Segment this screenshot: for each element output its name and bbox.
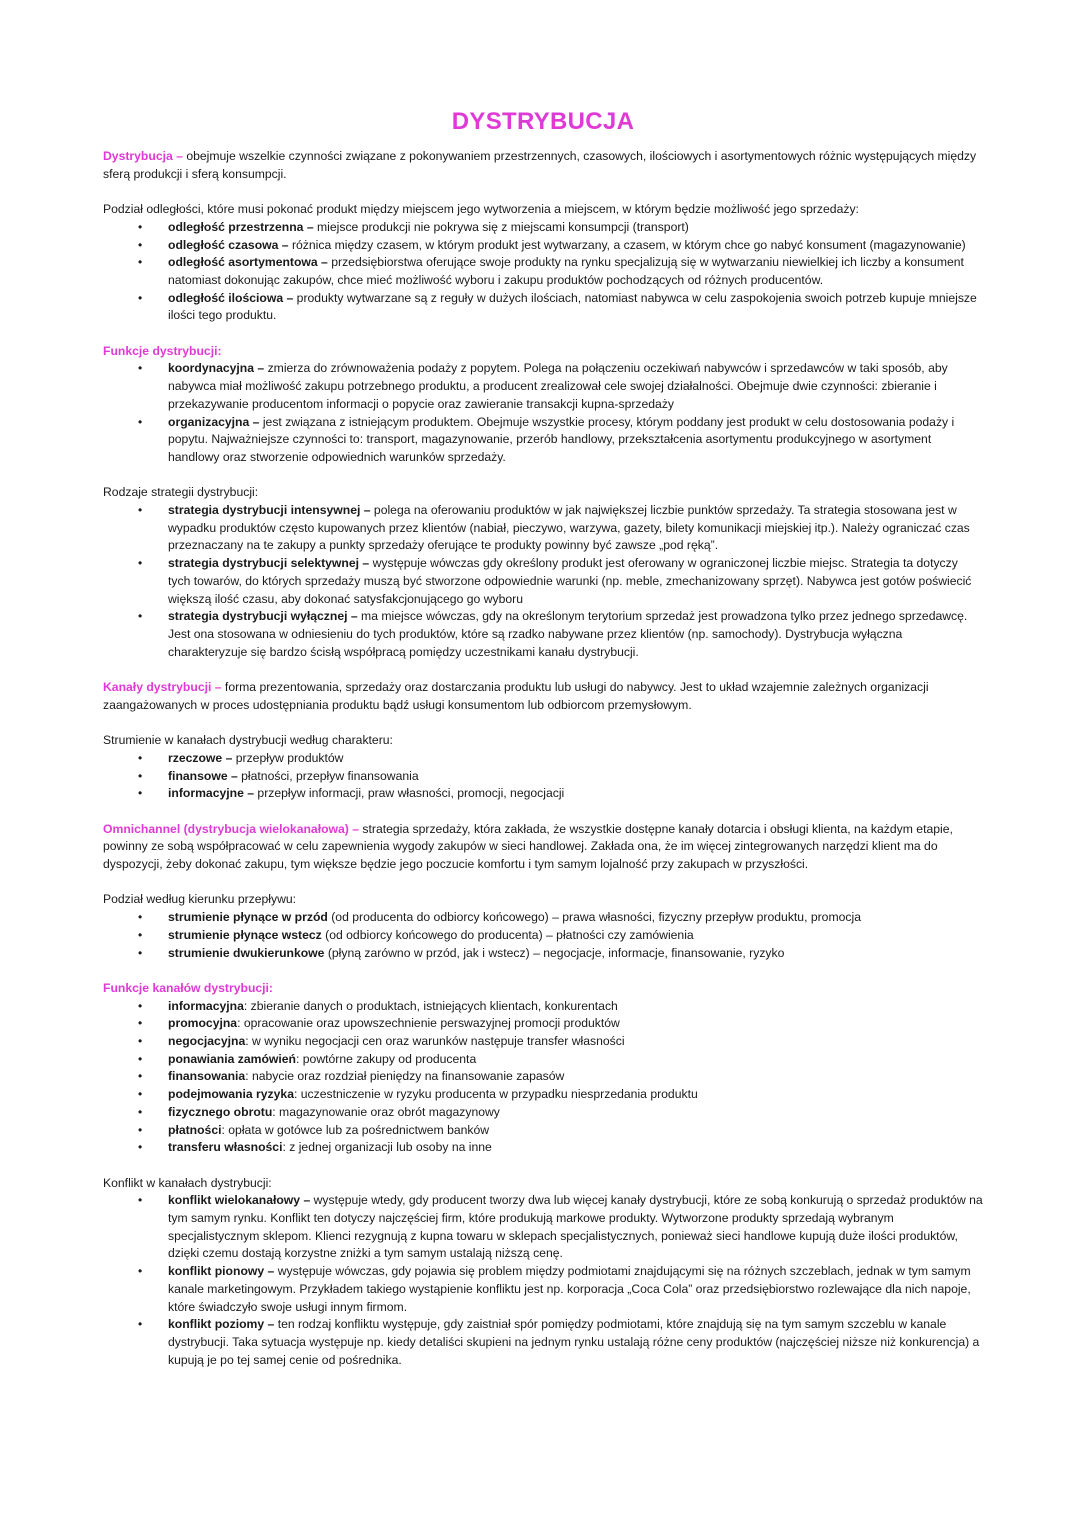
item-text: miejsce produkcji nie pokrywa się z miejscami konsumpcji (transport) — [313, 219, 689, 234]
definition-text: forma prezentowania, sprzedaży oraz dostarczania produktu lub usługi do nabywcy. Jest to układ wzajemnie zależnych organizacji zaangażowanych w proces udostępniania produktu bądź usługi konsumentom lub odbiorcom przemysłowym. — [103, 680, 929, 712]
list-item — [103, 254, 983, 289]
bullet-icon: • — [138, 237, 143, 252]
item-text: przepływ produktów — [232, 750, 344, 765]
term: Omnichannel (dystrybucja wielokanałowa) – — [103, 821, 360, 836]
item-text: : z jednej organizacji lub osoby na inne — [282, 1140, 492, 1155]
definition-channels — [103, 679, 983, 714]
document-page — [103, 108, 983, 1369]
strategies-intro: Rodzaje strategii dystrybucji: — [103, 485, 259, 500]
item-text: produkty wytwarzane są z reguły w dużych ilościach, natomiast nabywca w celu zaspokojenia swoich potrzeb kupuje mniejsze ilości tego produktu. — [168, 290, 977, 323]
bullet-icon: • — [138, 255, 143, 270]
item-term: strategia dystrybucji selektywnej – — [168, 556, 370, 571]
list-item — [103, 1316, 983, 1369]
item-term: odległość asortymentowa – — [168, 255, 328, 270]
term: Kanały dystrybucji – — [103, 680, 222, 695]
item-text: (od producenta do odbiorcy końcowego) – prawa własności, fizyczny przepływ produktu, promocja — [327, 910, 861, 925]
strategies-list — [103, 502, 983, 661]
item-text: polega na oferowaniu produktów w jak największej liczbie punktów sprzedaży. Ta strategia stosowana jest w wypadku produktów często kupowanych przez klientów (nabiał, pieczywo, warzywa, gazety, bilety komunikacji miejskiej itp.). Należy ograniczać czas przeznaczany na te zakupy a punkty sprzedaży oferujące te produkty powinny być zawsze „pod ręką”. — [168, 503, 970, 553]
item-text: : magazynowanie oraz obrót magazynowy — [272, 1104, 500, 1119]
bullet-icon: • — [138, 910, 143, 925]
conflict-list — [103, 1192, 983, 1369]
list-item — [103, 555, 983, 608]
list-item — [103, 290, 983, 325]
bullet-icon: • — [138, 1034, 143, 1049]
streams-list — [103, 750, 983, 803]
bullet-icon: • — [138, 1016, 143, 1031]
bullet-icon: • — [138, 998, 143, 1013]
item-text: : opłata w gotówce lub za pośrednictwem banków — [221, 1122, 490, 1137]
bullet-icon: • — [138, 1264, 143, 1279]
item-term: negocjacyjna — [168, 1034, 246, 1049]
list-item — [103, 414, 983, 467]
bullet-icon: • — [138, 219, 143, 234]
item-term: strumienie płynące wstecz — [168, 927, 322, 942]
item-term: strumienie płynące w przód — [168, 910, 328, 925]
item-term: ponawiania zamówień — [168, 1051, 296, 1066]
list-item — [103, 1192, 983, 1263]
bullet-icon: • — [138, 503, 143, 518]
bullet-icon: • — [138, 927, 143, 942]
list-item — [103, 1139, 983, 1157]
item-term: strategia dystrybucji wyłącznej – — [168, 609, 358, 624]
bullet-icon: • — [138, 1087, 143, 1102]
bullet-icon: • — [138, 945, 143, 960]
bullet-icon: • — [138, 750, 143, 765]
item-text: : nabycie oraz rozdział pieniędzy na finansowanie zapasów — [245, 1069, 565, 1084]
list-item — [103, 608, 983, 661]
bullet-icon: • — [138, 786, 143, 801]
item-text: : zbieranie danych o produktach, istniejących klientach, konkurentach — [243, 998, 618, 1013]
term: Dystrybucja – — [103, 149, 183, 163]
distances-intro: Podział odległości, które musi pokonać produkt między miejscem jego wytworzenia a miejscem, w którym będzie możliwość jego sprzedaży: — [103, 202, 859, 217]
list-item — [103, 219, 983, 237]
item-text: jest związana z istniejącym produktem. Obejmuje wszystkie procesy, którym poddany jest produkt w celu dostosowania podaży i popytu. Najważniejsze czynności to: transport, magazynowanie, przerób handlowy, przekształcenia asortymentu produkcyjnego w asortyment handlowy oraz stworzenie odpowiednich warunków sprzedaży. — [168, 414, 955, 464]
item-text: płatności, przepływ finansowania — [237, 768, 419, 783]
item-text: ma miejsce wówczas, gdy na określonym terytorium sprzedaż jest prowadzona tylko przez jednego sprzedawcę. Jest ona stosowana w odniesieniu do tych produktów, które są rzadko nabywane przez klientów (np. samochody). Dystrybucja wyłączna charakteryzuje się bardzo ścisłą współpracą pomiędzy uczestnikami kanału dystrybucji. — [168, 609, 968, 659]
list-item — [103, 750, 983, 768]
item-text: występuje wówczas, gdy pojawia się problem między podmiotami znajdującymi się na różnych szczeblach, jednak w tym samym kanale marketingowym. Przykładem takiego wystąpienie konfliktu jest np. korporacja „Coca Cola” oraz przedsiębiorstwo rozlewające dla nich napoje, które świadczyło swoje usługi innym firmom. — [168, 1264, 971, 1314]
item-term: konflikt wielokanałowy – — [168, 1193, 311, 1208]
list-item — [103, 909, 983, 927]
bullet-icon: • — [138, 1051, 143, 1066]
item-term: informacyjne – — [168, 786, 255, 801]
definition-omnichannel — [103, 821, 983, 874]
definition-text: obejmuje wszelkie czynności związane z pokonywaniem przestrzennych, czasowych, ilościowych i asortymentowych różnic występujących między sferą produkcji i sferą konsumpcji. — [103, 149, 977, 181]
streams-intro: Strumienie w kanałach dystrybucji według charakteru: — [103, 733, 393, 748]
item-term: strategia dystrybucji intensywnej – — [168, 503, 371, 518]
bullet-icon: • — [138, 290, 143, 305]
item-term: płatności — [168, 1122, 222, 1137]
functions-list — [103, 360, 983, 466]
item-text: : powtórne zakupy od producenta — [296, 1051, 477, 1066]
item-term: strumienie dwukierunkowe — [168, 945, 325, 960]
functions-heading: Funkcje dystrybucji: — [103, 343, 222, 358]
list-item — [103, 1051, 983, 1069]
item-text: przepływ informacji, praw własności, promocji, negocjacji — [254, 786, 565, 801]
bullet-icon: • — [138, 1140, 143, 1155]
bullet-icon: • — [138, 609, 143, 624]
list-item — [103, 502, 983, 555]
page-title: DYSTRYBUCJA — [451, 108, 635, 135]
item-text: różnica między czasem, w którym produkt jest wytwarzany, a czasem, w którym chce go nabyć konsument (magazynowanie) — [288, 237, 966, 252]
bullet-icon: • — [138, 556, 143, 571]
bullet-icon: • — [138, 1069, 143, 1084]
list-item — [103, 1015, 983, 1033]
list-item — [103, 1086, 983, 1104]
item-term: fizycznego obrotu — [168, 1104, 273, 1119]
channel-functions-list — [103, 998, 983, 1157]
bullet-icon: • — [138, 414, 143, 429]
bullet-icon: • — [138, 1122, 143, 1137]
item-text: : uczestniczenie w ryzyku producenta w przypadku niesprzedania produktu — [293, 1087, 698, 1102]
item-term: odległość czasowa – — [168, 237, 289, 252]
bullet-icon: • — [138, 1104, 143, 1119]
list-item — [103, 768, 983, 786]
item-term: rzeczowe – — [168, 750, 233, 765]
list-item — [103, 1033, 983, 1051]
item-text: zmierza do zrównoważenia podaży z popytem. Polega na połączeniu oczekiwań nabywców i sprzedawców w taki sposób, aby nabywca miał możliwość zakupu potrzebnego produktu, a producent zrealizował cele swojej działalności. Obejmuje dwie czynności: zbieranie i przekazywanie producentom informacji o popycie oraz zawieranie transakcji kupna-sprzedaży — [168, 361, 948, 411]
item-text: (płyną zarówno w przód, jak i wstecz) – negocjacje, informacje, finansowanie, ryzyko — [324, 945, 785, 960]
item-text: ten rodzaj konfliktu występuje, gdy zaistniał spór pomiędzy podmiotami, które znajdują się na tym samym szczeblu w kanale dystrybucji. Taka sytuacja występuje np. kiedy detaliści skupieni na jednym rynku ustalają różne ceny produktów (najczęściej niższe niż konkurencja) a kupują je po tej samej cenie od pośrednika. — [168, 1317, 980, 1367]
flow-list — [103, 909, 983, 962]
bullet-icon: • — [138, 1317, 143, 1332]
distances-list — [103, 219, 983, 325]
flow-intro: Podział według kierunku przepływu: — [103, 892, 297, 907]
item-term: koordynacyjna – — [168, 361, 265, 376]
item-term: podejmowania ryzyka — [168, 1087, 294, 1102]
list-item — [103, 945, 983, 963]
list-item — [103, 237, 983, 255]
list-item — [103, 1104, 983, 1122]
list-item — [103, 927, 983, 945]
definition-text: strategia sprzedaży, która zakłada, że wszystkie dostępne kanały dotarcia i obsługi klienta, na każdym etapie, powinny ze sobą współpracować w celu zapewnienia wygody zakupów w sieci handlowej. Zakłada ona, że im więcej zintegrowanych narzędzi klient ma do dyspozycji, żeby dokonać zakupu, tym większe będzie jego poczucie komfortu i tym samym lojalność przy zakupach w przyszłości. — [103, 821, 953, 872]
bullet-icon: • — [138, 361, 143, 376]
list-item — [103, 1068, 983, 1086]
conflict-intro: Konflikt w kanałach dystrybucji: — [103, 1175, 272, 1190]
item-text: występuje wtedy, gdy producent tworzy dwa lub więcej kanały dystrybucji, które ze sobą konkurują o sprzedaż produktów na tym samym rynku. Konflikt ten dotyczy najczęściej firm, które produkują markowe produkty. Wytworzone produkty sprzedają wybranym specjalistycznym sklepom. Klienci rezygnują z kupna towaru w sklepach specjalistycznych, ponieważ sieci handlowe kupują duże ilości produktów, dzięki czemu dostają korzystne zniżki a tym samym ustalają niższą cenę. — [168, 1193, 983, 1261]
definition-distribution — [103, 148, 983, 183]
item-text: (od odbiorcy końcowego do producenta) – płatności czy zamówienia — [321, 927, 694, 942]
list-item — [103, 360, 983, 413]
list-item — [103, 785, 983, 803]
bullet-icon: • — [138, 1193, 143, 1208]
item-term: transferu własności — [168, 1140, 283, 1155]
channel-functions-heading: Funkcje kanałów dystrybucji: — [103, 980, 273, 995]
item-term: organizacyjna – — [168, 414, 260, 429]
item-term: finansowe – — [168, 768, 238, 783]
item-term: konflikt poziomy – — [168, 1317, 275, 1332]
item-term: konflikt pionowy – — [168, 1264, 275, 1279]
list-item — [103, 1263, 983, 1316]
item-term: finansowania — [168, 1069, 246, 1084]
item-term: odległość przestrzenna – — [168, 219, 314, 234]
list-item — [103, 998, 983, 1016]
item-term: informacyjna — [168, 998, 244, 1013]
item-text: występuje wówczas gdy określony produkt jest oferowany w ograniczonej liczbie miejsc. Strategia ta dotyczy tych towarów, do których sprzedaży muszą być stworzone odpowiednie warunki (np. meble, zmechanizowany sprzęt). Nabywca jest gotów poświecić większą ilość czasu, aby dokonać satysfakcjonującego go wyboru — [168, 556, 972, 606]
bullet-icon: • — [138, 768, 143, 783]
item-text: : w wyniku negocjacji cen oraz warunków następuje transfer własności — [245, 1034, 625, 1049]
item-text: : opracowanie oraz upowszechnienie perswazyjnej promocji produktów — [237, 1016, 620, 1031]
item-text: przedsiębiorstwa oferujące swoje produkty na rynku specjalizują się w wytwarzaniu niewielkiej ich liczby a konsument natomiast dokonując zakupów, chce mieć możliwość wyboru i zakupu produktów pochodzących od różnych producentów. — [168, 255, 964, 287]
list-item — [103, 1122, 983, 1140]
item-term: odległość ilościowa – — [168, 290, 294, 305]
item-term: promocyjna — [168, 1016, 238, 1031]
